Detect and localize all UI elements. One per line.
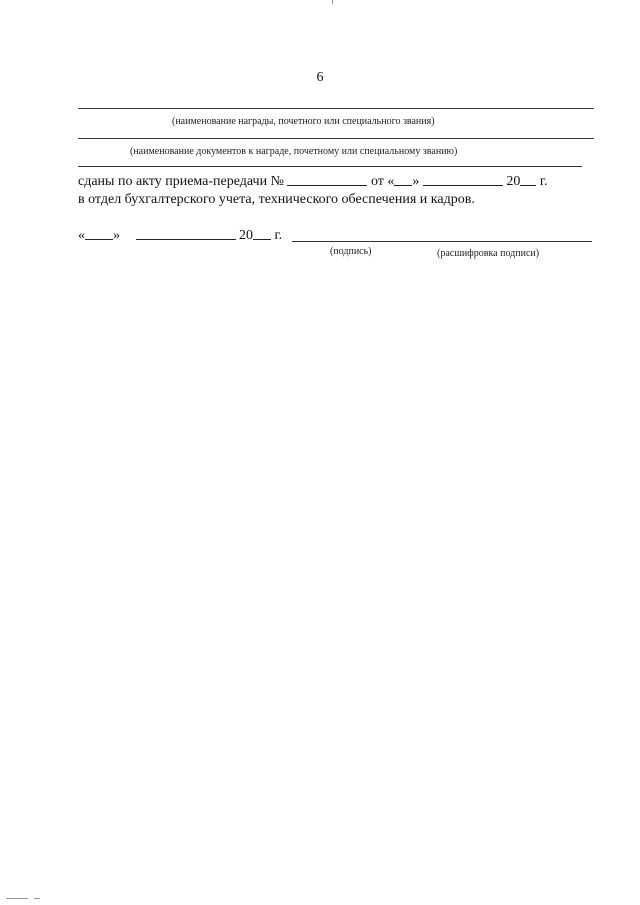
scan-artifact bbox=[34, 898, 40, 899]
act-date-close: » bbox=[412, 174, 420, 189]
signature-decoding-caption: (расшифровка подписи) bbox=[437, 248, 540, 259]
signature-caption: (подпись) bbox=[330, 246, 372, 257]
award-name-line bbox=[78, 108, 594, 109]
scan-artifact bbox=[332, 0, 333, 4]
act-date-label: от « bbox=[370, 174, 395, 189]
signature-date-line bbox=[78, 226, 282, 244]
signature-year-prefix: 20 bbox=[239, 228, 253, 243]
signature-day-field[interactable] bbox=[85, 226, 113, 240]
act-day-field[interactable] bbox=[394, 172, 412, 186]
signature-month-field[interactable] bbox=[136, 226, 236, 240]
signature-year-suffix: г. bbox=[274, 228, 283, 243]
scan-artifact bbox=[6, 898, 28, 899]
act-year-prefix: 20 bbox=[506, 174, 521, 189]
signature-line[interactable] bbox=[292, 241, 592, 242]
documents-name-line bbox=[78, 138, 594, 139]
blank-line bbox=[78, 166, 582, 167]
transfer-act-label: сданы по акту приема-передачи № bbox=[78, 174, 284, 189]
signature-year-field[interactable] bbox=[253, 226, 271, 240]
act-year-field[interactable] bbox=[520, 172, 536, 186]
transfer-act-line bbox=[78, 172, 548, 190]
act-number-field[interactable] bbox=[287, 172, 367, 186]
page-number: 6 bbox=[316, 70, 324, 85]
act-month-field[interactable] bbox=[423, 172, 503, 186]
award-name-caption: (наименование награды, почетного или специального звания) bbox=[172, 116, 435, 127]
documents-name-caption: (наименование документов к награде, почетному или специальному званию) bbox=[130, 146, 458, 157]
act-year-suffix: г. bbox=[539, 174, 548, 189]
signature-date-open: « bbox=[78, 228, 85, 243]
signature-date-close: » bbox=[113, 228, 120, 243]
department-line: в отдел бухгалтерского учета, технического обеспечения и кадров. bbox=[78, 192, 475, 207]
